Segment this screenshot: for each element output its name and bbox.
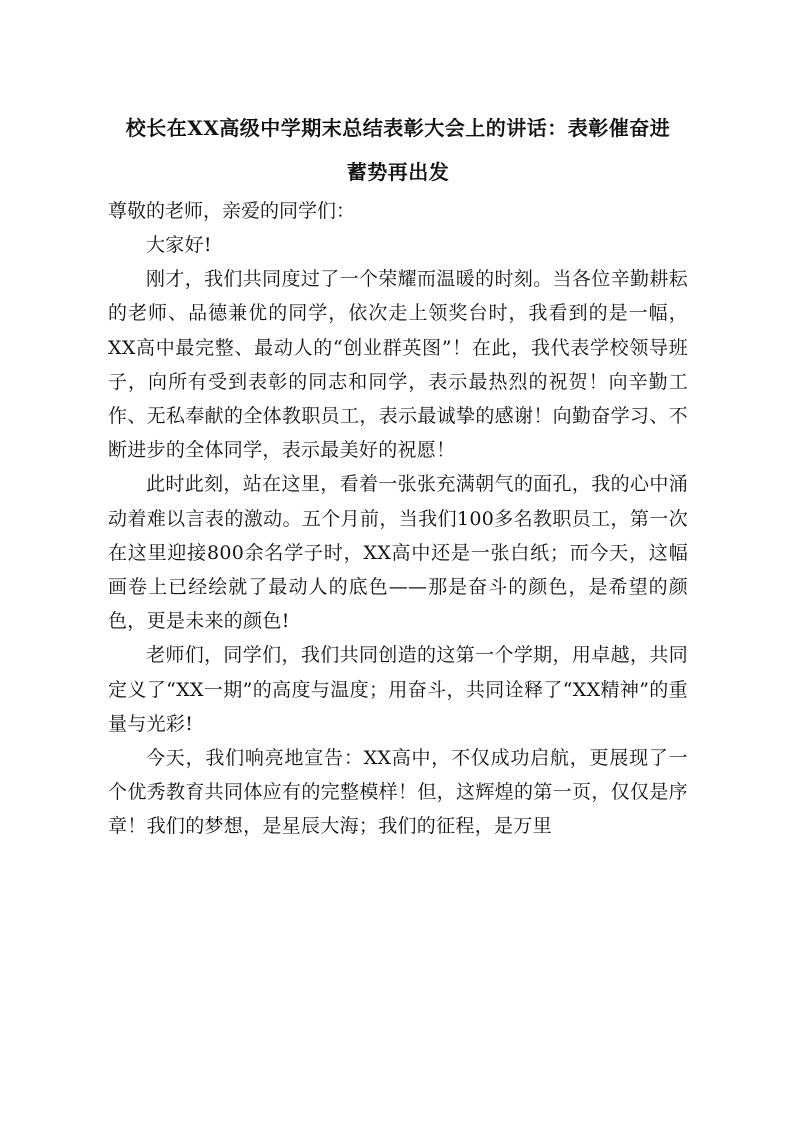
paragraph-reflection: 此时此刻，站在这里，看着一张张充满朝气的面孔，我的心中涌动着难以言表的激动。五个月前，当我们100多名教职员工，第一次在这里迎接800余名学子时，XX高中还是一张白纸；而今天，这幅画卷上已经绘就了最动人的底色——那是奋斗的颜色，是希望的颜色，更是未来的颜色! — [108, 473, 688, 633]
salutation: 尊敬的老师，亲爱的同学们： — [108, 200, 356, 222]
paragraph-greeting: 大家好! — [146, 234, 212, 256]
document-page — [108, 106, 691, 844]
paragraph-award-moment: 刚才，我们共同度过了一个荣耀而温暖的时刻。当各位辛勤耕耘的老师、品德兼优的同学，依次走上领奖台时，我看到的是一幅，XX高中最完整、最动人的“创业群英图”！在此，我代表学校领导班子，向所有受到表彰的同志和同学，表示最热烈的祝贺！向辛勤工作、无私奉献的全体教职员工，表示最诚挚的感谢！向勤奋学习、不断进步的全体同学，表示最美好的祝愿！ — [108, 268, 688, 462]
document-title: 校长在XX高级中学期末总结表彰大会上的讲话：表彰催奋进 蓄势再出发 — [125, 116, 691, 184]
paragraph-announcement: 今天，我们响亮地宣告：XX高中，不仅成功启航，更展现了一个优秀教育共同体应有的完整模样！但，这辉煌的第一页，仅仅是序章！我们的梦想，是星辰大海；我们的征程，是万里 — [108, 747, 688, 838]
paragraph-first-semester: 老师们，同学们，我们共同创造的这第一个学期，用卓越，共同定义了“XX一期”的高度与温度；用奋斗，共同诠释了“XX精神”的重量与光彩! — [108, 644, 688, 735]
